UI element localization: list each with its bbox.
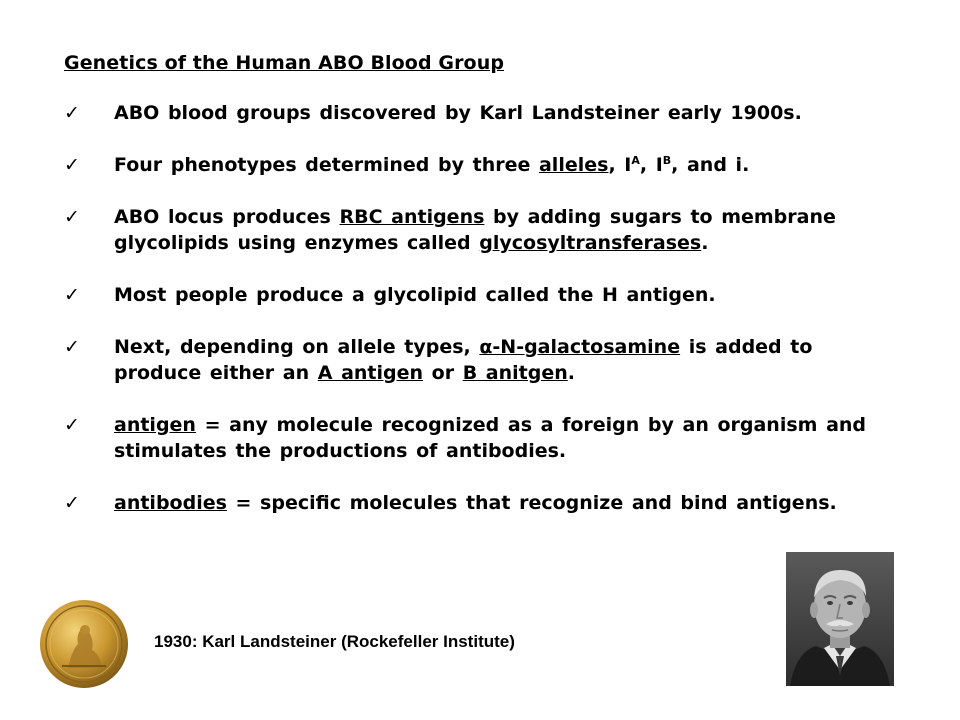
checkmark-icon: ✓: [64, 284, 80, 306]
bullet-text: , I: [608, 154, 632, 176]
checkmark-icon: ✓: [64, 206, 80, 228]
checkmark-icon: ✓: [64, 414, 80, 436]
bullet-item: [64, 412, 884, 464]
checkmark-icon: ✓: [64, 102, 80, 124]
underlined-term: alleles: [538, 154, 609, 176]
bullet-list: [64, 100, 884, 542]
bullet-text: .: [701, 232, 709, 254]
caption: 1930: Karl Landsteiner (Rockefeller Institute): [154, 632, 515, 651]
bullet-text: .: [567, 362, 575, 384]
bullet-item: [64, 204, 884, 256]
bullet-text: Four phenotypes determined by three: [114, 154, 539, 176]
bullet-text: Most people produce a glycolipid called the H antigen.: [114, 284, 716, 306]
underlined-term: antigen: [114, 414, 196, 436]
bullet-item: [64, 282, 884, 308]
superscript-text: A: [631, 154, 640, 167]
bullet-text: or: [423, 362, 463, 384]
underlined-term: α-N-galactosamine: [479, 336, 681, 358]
bullet-text: = any molecule recognized as a foreign by an organism and stimulates the productions of antibodies.: [114, 414, 867, 462]
underlined-term: glycosyltransferases: [479, 232, 702, 254]
bullet-item: [64, 490, 884, 516]
bullet-text: ABO blood groups discovered by Karl Landsteiner early 1900s.: [114, 102, 802, 124]
bullet-text: by adding sugars to membrane glycolipids using enzymes called: [114, 206, 836, 254]
underlined-term: antibodies: [114, 492, 227, 514]
checkmark-icon: ✓: [64, 492, 80, 514]
bullet-item: [64, 152, 884, 178]
bullet-text: Next, depending on allele types,: [114, 336, 480, 358]
underlined-term: RBC antigens: [339, 206, 485, 228]
portrait-photo-icon: [786, 552, 894, 686]
bullet-text: , and i.: [671, 154, 750, 176]
bullet-text: is added to produce either an: [114, 336, 813, 384]
bullet-text: ABO locus produces: [114, 206, 340, 228]
bullet-text: = specific molecules that recognize and bind antigens.: [226, 492, 837, 514]
underlined-term: B anitgen: [462, 362, 568, 384]
bullet-text: , I: [639, 154, 663, 176]
bullet-item: [64, 100, 884, 126]
page-title: Genetics of the Human ABO Blood Group: [64, 52, 505, 74]
bullet-item: [64, 334, 884, 386]
superscript-text: B: [662, 154, 672, 167]
checkmark-icon: ✓: [64, 336, 80, 358]
underlined-term: A antigen: [317, 362, 424, 384]
nobel-medal-icon: [38, 598, 130, 690]
checkmark-icon: ✓: [64, 154, 80, 176]
